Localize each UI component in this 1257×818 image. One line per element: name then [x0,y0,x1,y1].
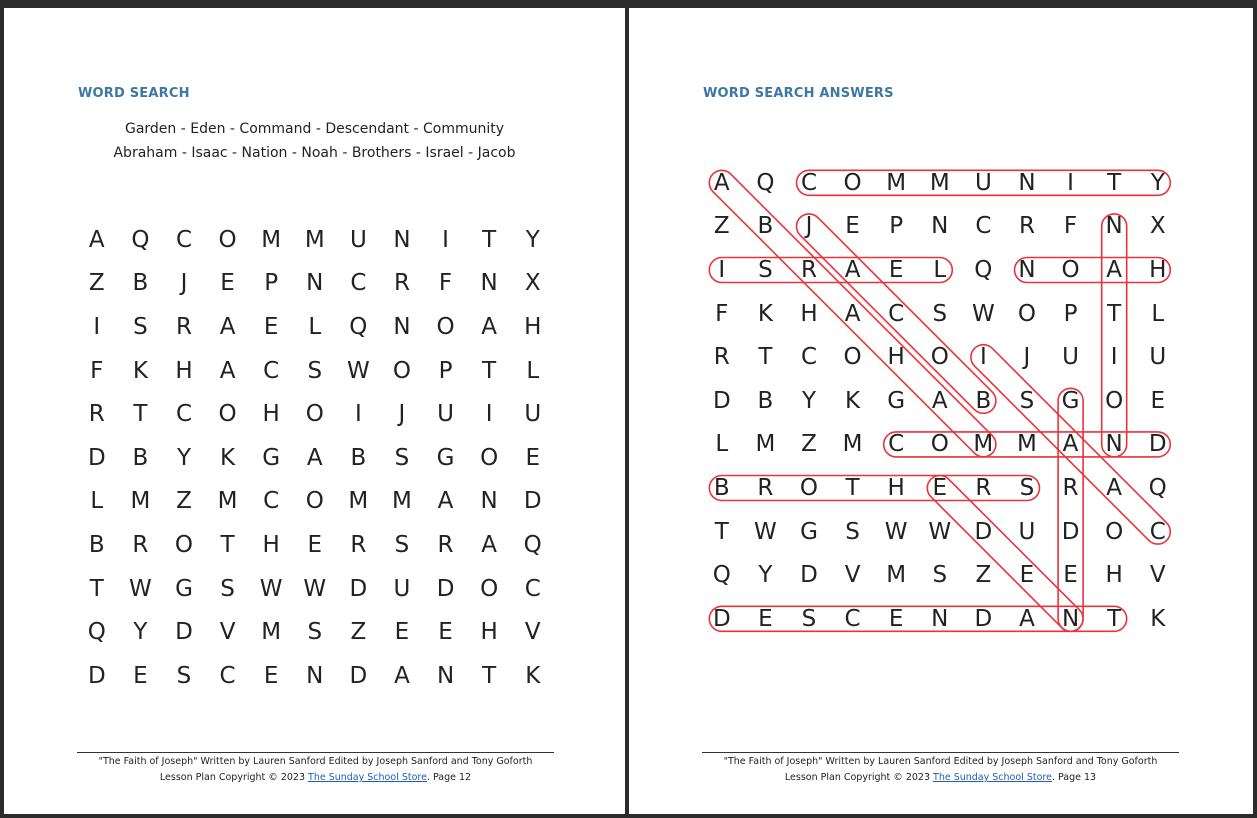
grid-letter: A [931,387,948,414]
grid-letter: J [805,213,813,240]
grid-letter: W [129,575,152,602]
grid-letter: P [889,213,904,240]
grid-letter: R [175,313,192,340]
footer-copyright-text: Lesson Plan Copyright © 2023 [159,772,309,783]
grid-letter: R [757,474,774,501]
grid-letter: E [263,313,279,340]
grid-letter: D [523,488,542,515]
grid-letter: Y [758,562,773,589]
grid-letter: J [398,401,406,428]
grid-letter: C [888,431,905,458]
grid-letter: L [526,357,540,384]
grid-letter: R [800,256,817,283]
grid-letter: P [438,357,453,384]
grid-letter: E [845,213,860,240]
grid-letter: V [844,562,861,589]
grid-letter: E [263,662,279,689]
footer-copyright [77,770,554,786]
grid-letter: R [88,401,105,428]
grid-letter: E [220,270,235,297]
grid-letter: N [1018,256,1036,283]
grid-letter: N [393,226,411,253]
grid-letter: N [1018,169,1036,196]
grid-letter: U [1062,344,1079,371]
grid-letter: Z [88,270,105,297]
grid-letter: O [436,313,455,340]
grid-letter: H [800,300,818,327]
grid-letter: N [480,488,498,515]
grid-letter: S [845,518,860,545]
grid-letter: I [1110,344,1118,371]
grid-letter: I [979,344,987,371]
grid-letter: O [1105,518,1124,545]
grid-letter: A [1106,474,1122,501]
grid-letter: G [887,387,906,414]
grid-letter: I [93,313,101,340]
grid-letter: M [304,226,325,253]
grid-letter: D [1148,431,1167,458]
grid-letter: D [712,605,731,632]
grid-letter: A [219,313,236,340]
grid-letter: M [217,488,238,515]
grid-letter: H [1105,562,1123,589]
left-page [4,8,625,814]
grid-letter: H [175,357,193,384]
grid-letter: B [713,474,730,501]
grid-letter: Q [523,531,542,558]
grid-letter: E [888,256,904,283]
grid-letter: O [305,488,324,515]
grid-letter: V [524,619,541,646]
grid-letter: C [175,226,193,253]
grid-letter: C [350,270,367,297]
grid-letter: U [349,226,367,253]
grid-letter: M [973,431,994,458]
page-heading: WORD SEARCH [78,86,190,101]
grid-letter: C [524,575,541,602]
footer-copyright-text: Lesson Plan Copyright © 2023 [784,772,934,783]
grid-letter: O [843,169,862,196]
grid-letter: E [888,605,904,632]
grid-letter: T [845,474,860,501]
grid-letter: A [481,531,497,558]
grid-letter: Q [756,169,775,196]
grid-letter: H [480,619,498,646]
grid-letter: S [1019,474,1035,501]
word-list-line-1: Garden - Eden - Command - Descendant - Community [124,121,505,137]
grid-letter: E [438,619,453,646]
grid-letter: S [394,444,410,471]
grid-letter: G [262,444,281,471]
grid-letter: D [974,518,993,545]
footer-divider [702,752,1179,753]
grid-letter: F [715,300,729,327]
page-heading: WORD SEARCH ANSWERS [703,86,894,101]
grid-letter: S [307,619,323,646]
grid-letter: U [974,169,992,196]
grid-letter: B [350,444,367,471]
grid-letter: K [132,357,148,384]
grid-letter: B [757,387,774,414]
grid-letter: A [1062,431,1079,458]
grid-letter: K [220,444,236,471]
grid-letter: N [306,270,324,297]
grid-letter: A [844,256,861,283]
grid-letter: E [1019,562,1035,589]
grid-letter: T [89,575,104,602]
grid-letter: A [306,444,323,471]
footer-credits: "The Faith of Joseph" Written by Lauren Sanford Edited by Joseph Sanford and Tony Goforth [723,756,1158,767]
grid-letter: D [175,619,193,646]
grid-letter: N [931,605,949,632]
grid-letter: C [219,662,236,689]
grid-letter: K [757,300,773,327]
grid-letter: M [261,226,282,253]
grid-letter: S [1019,387,1035,414]
grid-letter: M [886,169,907,196]
answer-grid [700,161,1180,641]
grid-letter: S [394,531,410,558]
grid-letter: C [800,169,818,196]
grid-letter: L [308,313,322,340]
grid-letter: O [930,431,949,458]
grid-letter: J [1023,344,1031,371]
grid-letter: W [754,518,777,545]
grid-letter: R [350,531,367,558]
grid-letter: R [1018,213,1035,240]
grid-letter: S [176,662,192,689]
grid-letter: B [132,444,149,471]
grid-letter: I [718,256,726,283]
grid-letter: I [354,401,362,428]
grid-letter: A [844,300,861,327]
grid-letter: E [932,474,948,501]
grid-letter: Z [713,213,730,240]
grid-letter: S [307,357,323,384]
grid-letter: D [87,444,106,471]
grid-letter: S [758,256,773,283]
grid-letter: H [262,401,280,428]
grid-letter: Z [176,488,192,515]
grid-letter: U [524,401,542,428]
grid-letter: Q [131,226,150,253]
grid-letter: C [263,488,280,515]
grid-letter: T [482,662,497,689]
grid-letter: L [933,256,947,283]
grid-letter: A [1019,605,1035,632]
grid-letter: A [88,226,105,253]
grid-letter: C [263,357,280,384]
grid-letter: R [713,344,730,371]
grid-letter: W [259,575,283,602]
grid-letter: F [1063,213,1078,240]
sunday-school-store-link[interactable]: The Sunday School Store [933,772,1052,783]
grid-letter: M [392,488,412,515]
grid-letter: D [349,575,368,602]
grid-letter: D [87,662,106,689]
grid-letter: O [305,401,324,428]
grid-letter: F [438,270,453,297]
page-footer [702,754,1179,786]
sunday-school-store-link[interactable]: The Sunday School Store [308,772,427,783]
grid-letter: X [1149,213,1166,240]
grid-letter: N [480,270,498,297]
grid-letter: W [884,518,908,545]
grid-letter: T [220,531,235,558]
grid-letter: O [480,444,499,471]
grid-letter: G [1061,387,1080,414]
grid-letter: Q [1148,474,1167,501]
grid-letter: O [799,474,819,501]
grid-letter: B [88,531,105,558]
grid-letter: Q [712,562,731,589]
grid-letter: L [1151,300,1165,327]
grid-letter: B [132,270,149,297]
grid-letter: W [303,575,327,602]
grid-letter: R [975,474,992,501]
grid-letter: A [219,357,236,384]
grid-letter: A [394,662,410,689]
grid-letter: O [930,344,949,371]
grid-letter: N [393,313,411,340]
grid-letter: A [1106,256,1122,283]
grid-letter: O [218,401,237,428]
grid-letter: C [1149,518,1166,545]
grid-letter: D [974,605,993,632]
grid-letter: N [306,662,324,689]
grid-letter: S [801,605,817,632]
grid-letter: R [132,531,149,558]
grid-letter: D [712,387,731,414]
grid-letter: E [1063,562,1078,589]
footer-page-number: . Page 12 [426,772,472,783]
grid-letter: O [392,357,411,384]
grid-letter: E [394,619,410,646]
grid-letter: U [437,401,454,428]
grid-letter: M [842,431,863,458]
grid-letter: G [175,575,193,602]
grid-letter: B [975,387,992,414]
grid-letter: A [713,169,730,196]
grid-letter: G [800,518,818,545]
grid-letter: T [133,401,148,428]
grid-letter: V [1149,562,1166,589]
grid-letter: S [932,562,948,589]
grid-letter: C [844,605,861,632]
grid-letter: E [307,531,323,558]
grid-letter: T [1107,605,1122,632]
grid-letter: M [130,488,151,515]
grid-letter: D [800,562,818,589]
grid-letter: W [971,300,995,327]
grid-letter: N [1105,431,1123,458]
grid-letter: V [219,619,236,646]
grid-letter: N [436,662,455,689]
grid-letter: E [525,444,540,471]
grid-letter: C [175,401,193,428]
grid-letter: I [485,401,493,428]
grid-letter: R [1062,474,1079,501]
grid-letter: B [757,213,774,240]
grid-letter: P [264,270,279,297]
page-footer [77,754,554,786]
grid-letter: K [845,387,861,414]
grid-letter: O [480,575,499,602]
grid-letter: A [481,313,497,340]
grid-letter: M [755,431,776,458]
grid-letter: O [218,226,237,253]
grid-letter: Y [1150,169,1165,196]
grid-letter: Q [974,256,993,283]
grid-letter: Y [525,226,540,253]
grid-letter: E [758,605,773,632]
grid-letter: Z [801,431,817,458]
grid-letter: E [133,662,148,689]
grid-letter: T [714,518,729,545]
grid-letter: S [133,313,148,340]
grid-letter: C [800,344,818,371]
grid-letter: L [90,488,104,515]
grid-letter: C [888,300,905,327]
grid-letter: X [524,270,541,297]
grid-letter: M [886,562,907,589]
footer-page-number: . Page 13 [1051,772,1097,783]
grid-letter: W [928,518,952,545]
grid-letter: R [437,531,454,558]
word-list-line-2: Abraham - Isaac - Nation - Noah - Brothers - Israel - Jacob [113,145,516,161]
grid-letter: T [482,226,497,253]
grid-letter: P [1063,300,1078,327]
grid-letter: H [1149,256,1167,283]
grid-letter: D [349,662,368,689]
grid-letter: O [843,344,862,371]
grid-letter: S [220,575,235,602]
right-page [629,8,1253,814]
footer-divider [77,752,554,753]
grid-letter: J [180,270,188,297]
grid-letter: O [1105,387,1124,414]
grid-letter: H [524,313,542,340]
grid-letter: H [262,531,280,558]
grid-letter: Q [349,313,368,340]
grid-letter: D [436,575,455,602]
grid-letter: I [442,226,449,253]
grid-letter: O [1061,256,1080,283]
footer-credits: "The Faith of Joseph" Written by Lauren Sanford Edited by Joseph Sanford and Tony Goforth [98,756,533,767]
grid-letter: Y [801,387,817,414]
grid-letter: Q [87,619,106,646]
grid-letter: Z [350,619,367,646]
grid-letter: T [1107,300,1122,327]
grid-letter: R [393,270,410,297]
grid-letter: K [525,662,541,689]
grid-letter: I [1067,169,1074,196]
grid-letter: K [1150,605,1166,632]
grid-letter: D [1061,518,1080,545]
grid-letter: F [90,357,104,384]
grid-letter: U [393,575,411,602]
grid-letter: U [1018,518,1036,545]
grid-letter: N [1105,213,1123,240]
grid-letter: L [715,431,729,458]
grid-letter: A [437,488,454,515]
grid-letter: C [975,213,992,240]
grid-letter: W [346,357,370,384]
grid-letter: N [931,213,949,240]
grid-letter: T [482,357,497,384]
grid-letter: O [174,531,194,558]
grid-letter: E [1150,387,1165,414]
grid-letter: M [929,169,950,196]
grid-letter: Y [133,619,148,646]
grid-letter: N [1061,605,1080,632]
grid-letter: Y [176,444,192,471]
grid-letter: O [1017,300,1036,327]
word-search-grid [75,218,555,698]
grid-letter: H [887,344,905,371]
grid-letter: M [1017,431,1037,458]
grid-letter: U [1149,344,1167,371]
grid-letter: T [1107,169,1122,196]
grid-letter: G [436,444,455,471]
grid-letter: S [932,300,948,327]
footer-copyright [702,770,1179,786]
grid-letter: Z [975,562,992,589]
grid-letter: M [348,488,369,515]
grid-letter: T [758,344,773,371]
grid-letter: M [261,619,282,646]
grid-letter: H [887,474,905,501]
